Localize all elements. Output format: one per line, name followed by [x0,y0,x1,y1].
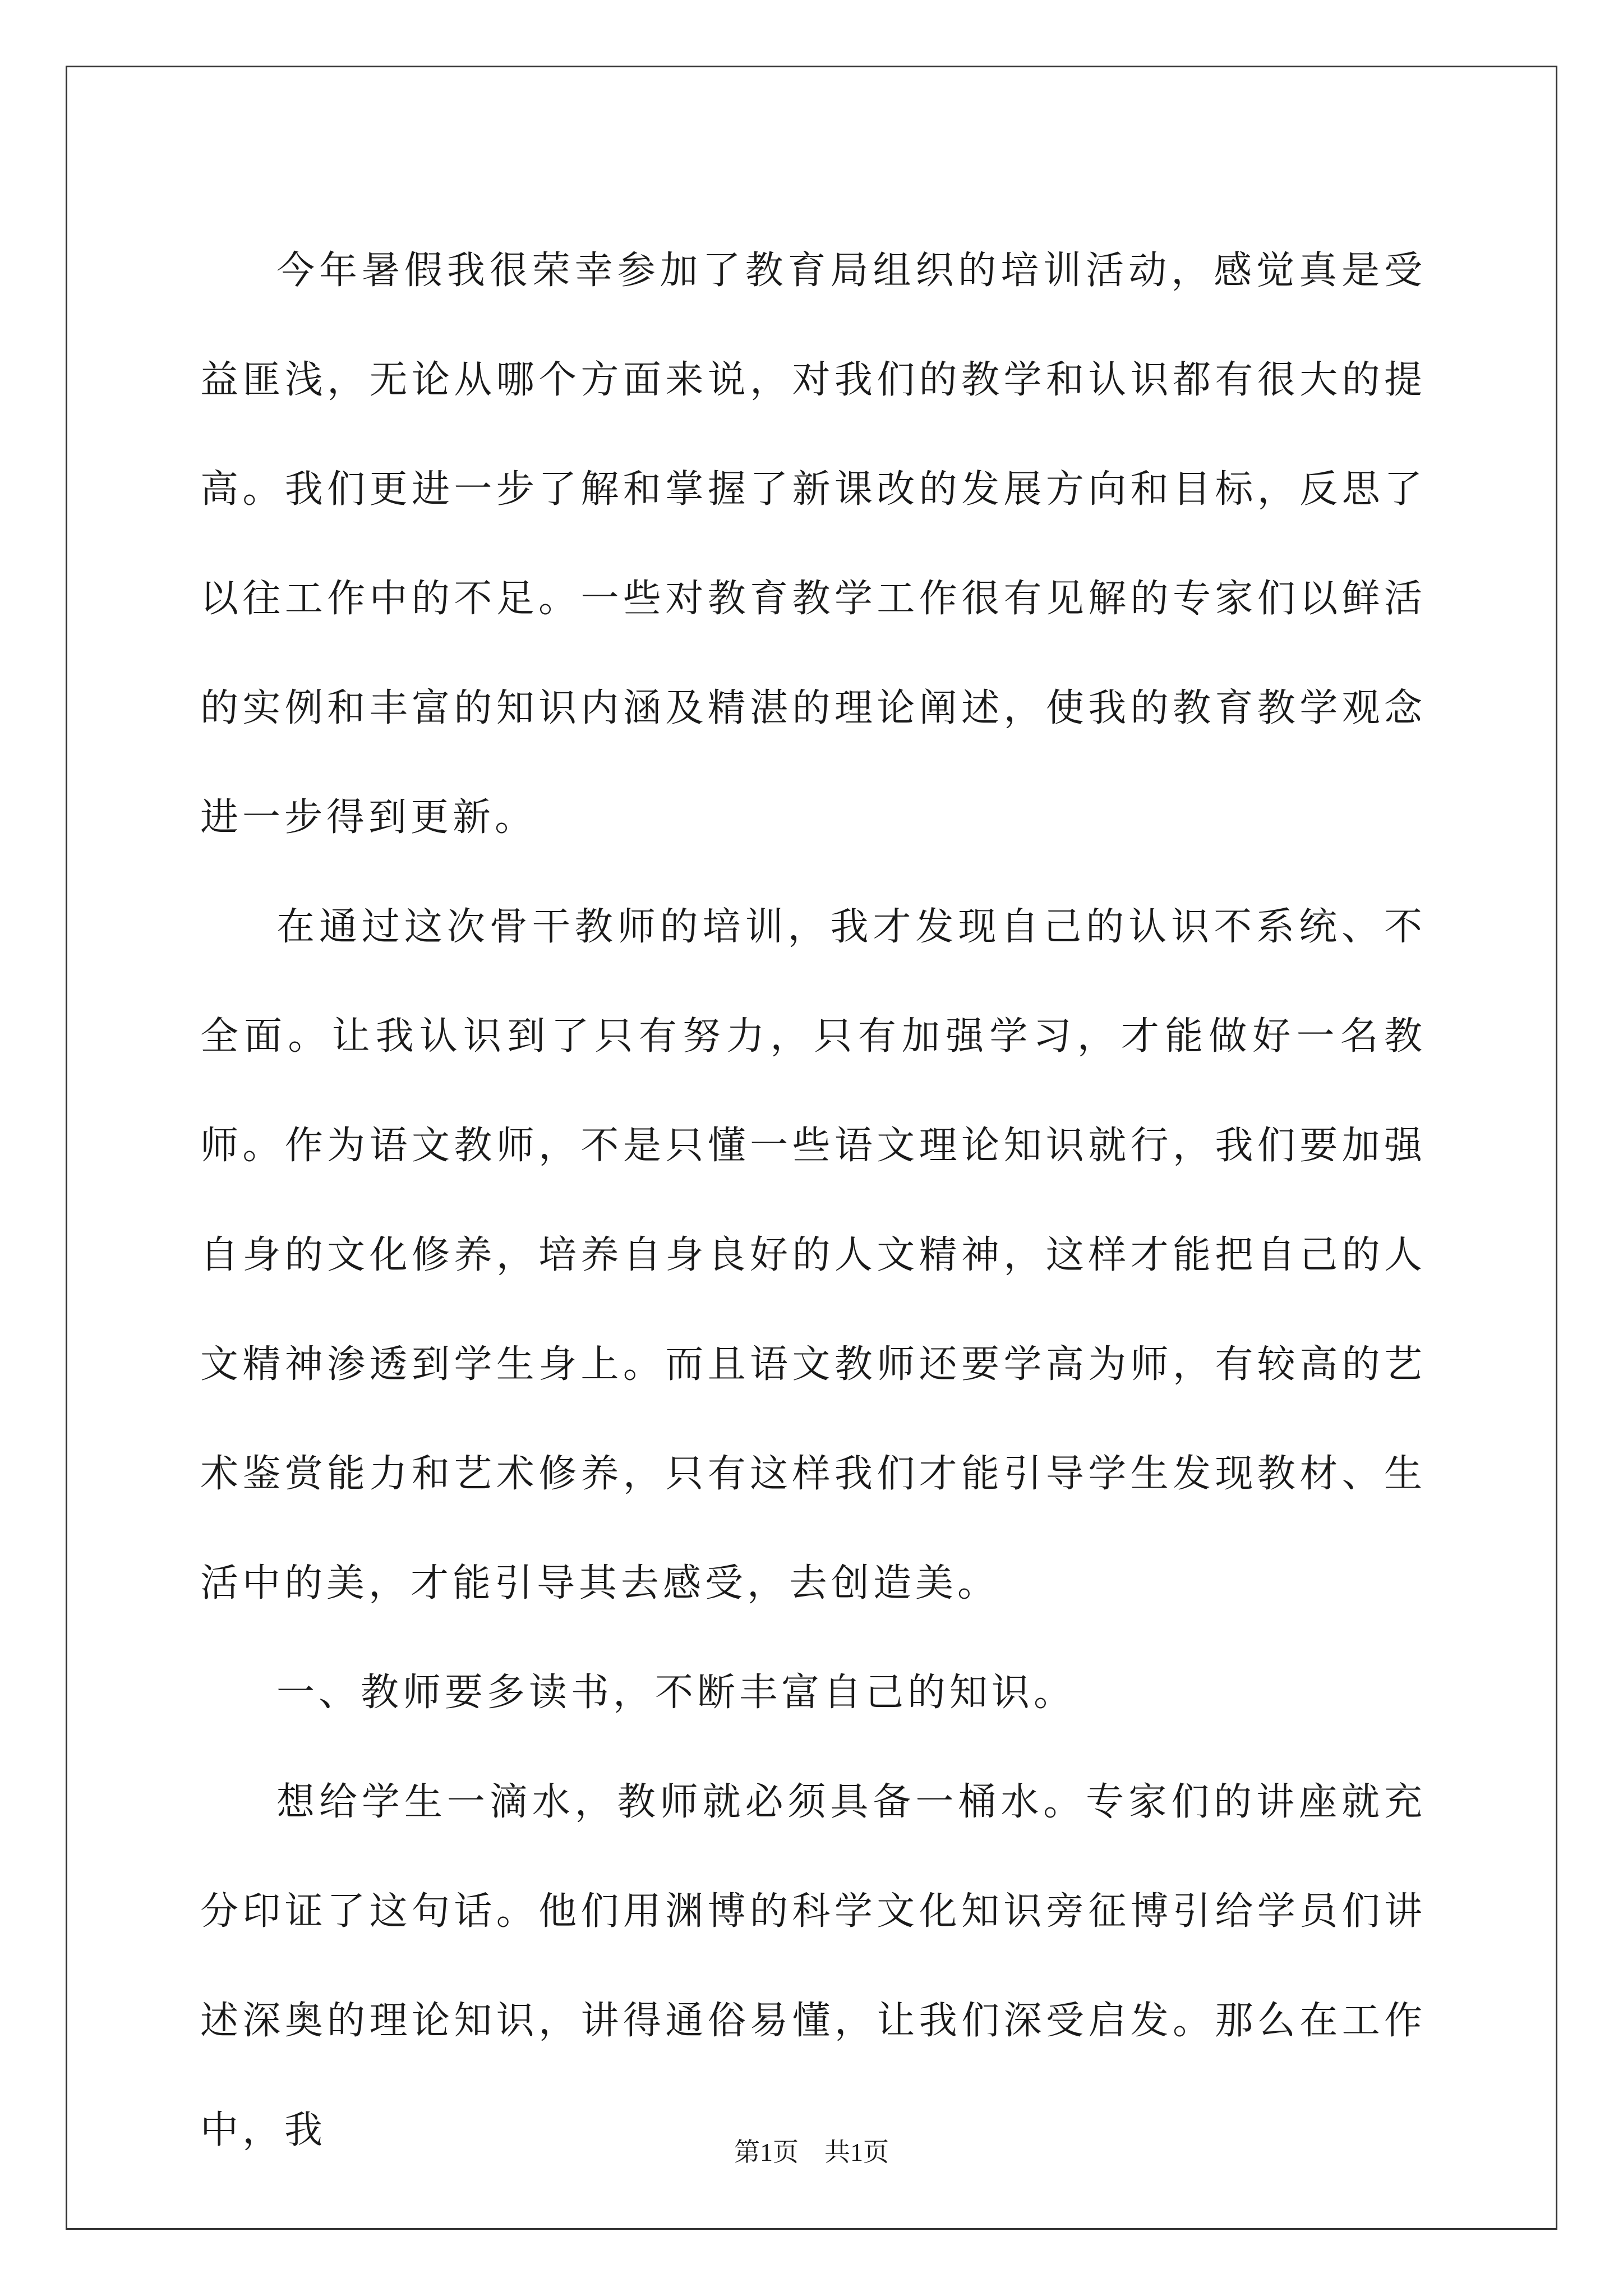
paragraph-1: 今年暑假我很荣幸参加了教育局组织的培训活动，感觉真是受益匪浅，无论从哪个方面来说，对我们的教学和认识都有很大的提高。我们更进一步了解和掌握了新课改的发展方向和目标，反思了以往工作中的不足。一些对教育教学工作很有见解的专家们以鲜活的实例和丰富的知识内涵及精湛的理论阐述，使我的教育教学观念进一步得到更新。 [200,249,1426,840]
page-total-label: 共1页 [824,2138,889,2166]
document-body [200,216,1426,2185]
page-footer [0,2132,1623,2169]
paragraph-2: 在通过这次骨干教师的培训，我才发现自己的认识不系统、不全面。让我认识到了只有努力，只有加强学习，才能做好一名教师。作为语文教师，不是只懂一些语文理论知识就行，我们要加强自身的文化修养，培养自身良好的人文精神，这样才能把自己的人文精神渗透到学生身上。而且语文教师还要学高为师，有较高的艺术鉴赏能力和艺术修养，只有这样我们才能引导学生发现教材、生活中的美，才能引导其去感受，去创造美。 [200,905,1426,1605]
paragraph-4: 想给学生一滴水，教师就必须具备一桶水。专家们的讲座就充分印证了这句话。他们用渊博的科学文化知识旁征博引给学员们讲述深奥的理论知识，讲得通俗易懂，让我们深受启发。那么在工作中，我 [200,1780,1426,2152]
page-current-label: 第1页 [734,2138,799,2166]
paragraph-3-heading: 一、教师要多读书，不断丰富自己的知识。 [276,1671,1076,1715]
